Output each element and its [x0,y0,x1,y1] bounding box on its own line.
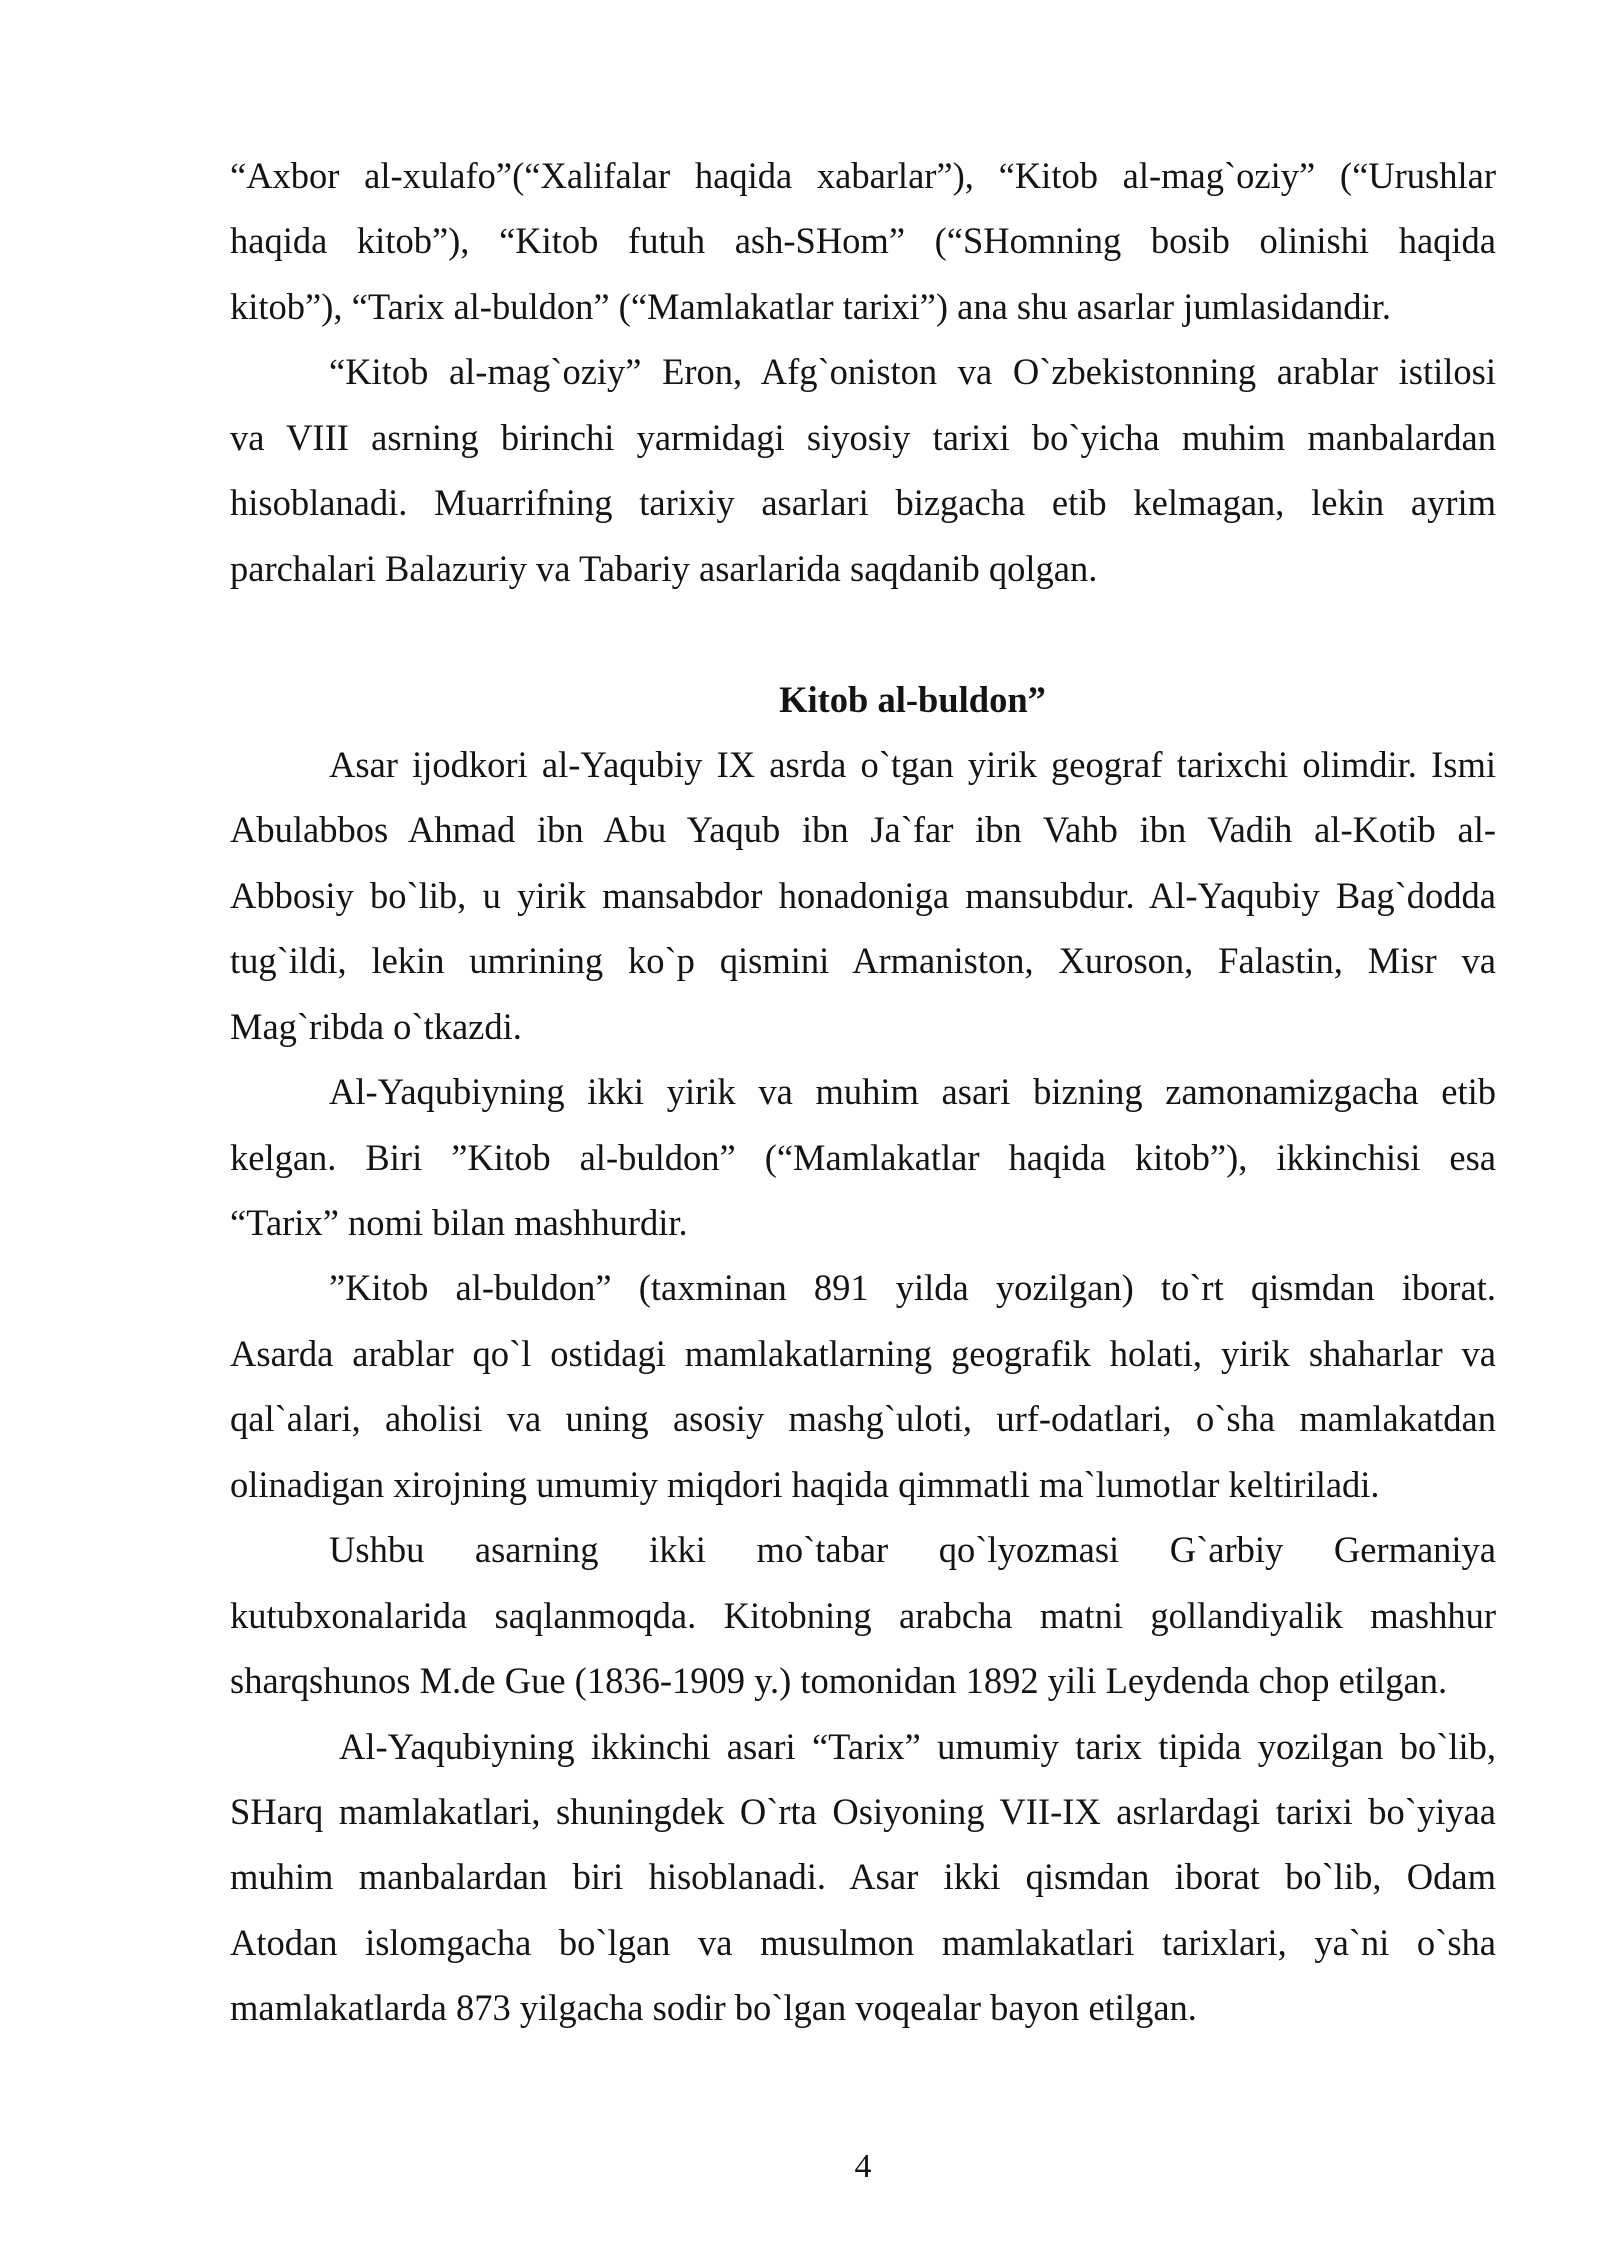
paragraph-3 [230,732,1496,1059]
section-heading: Kitob al-buldon” [779,678,1046,720]
text-line: SHarq mamlakatlari, shuningdek O`rta Osiyoning VII-IX asrlardagi tarixi bo`yiyaa [230,1790,1496,1832]
text-line: Mag`ribda o`tkazdi. [230,1005,522,1047]
text-line: kitob”), “Tarix al-buldon” (“Mamlakatlar tarixi”) ana shu asarlar jumlasidandir. [230,285,1391,327]
text-line: qal`alari, aholisi va uning asosiy mashg`uloti, urf-odatlari, o`sha mamlakatdan [230,1398,1496,1440]
text-line: Abulabbos Ahmad ibn Abu Yaqub ibn Ja`far ibn Vahb ibn Vadih al-Kotib al- [230,809,1496,851]
text-line: kutubxonalarida saqlanmoqda. Kitobning arabcha matni gollandiyalik mashhur [230,1594,1496,1636]
text-line: “Kitob al-mag`oziy” Eron, Afg`oniston va O`zbekistonning arablar istilosi [329,351,1496,393]
text-line: parchalari Balazuriy va Tabariy asarlarida saqdanib qolgan. [230,547,1098,589]
paragraph-7 [230,1714,1496,2041]
text-line: ”Kitob al-buldon” (taxminan 891 yilda yozilgan) to`rt qismdan iborat. [329,1267,1496,1309]
page-number: 4 [854,2148,872,2185]
text-line: olinadigan xirojning umumiy miqdori haqida qimmatli ma`lumotlar keltiriladi. [230,1463,1380,1505]
text-line: Asar ijodkori al-Yaqubiy IX asrda o`tgan yirik geograf tarixchi olimdir. Ismi [329,743,1496,785]
text-line: “Axbor al-xulafo”(“Xalifalar haqida xabarlar”), “Kitob al-mag`oziy” (“Urushlar [230,155,1496,196]
paragraph-2 [230,339,1496,601]
text-line: haqida kitob”), “Kitob futuh ash-SHom” (“SHomning bosib olinishi haqida [230,220,1496,262]
paragraph-5 [230,1255,1496,1517]
paragraph-1 [230,143,1496,339]
paragraph-4 [230,1059,1496,1255]
text-line: Al-Yaqubiyning ikki yirik va muhim asari bizning zamonamizgacha etib [329,1071,1496,1113]
text-line: hisoblanadi. Muarrifning tarixiy asarlari bizgacha etib kelmagan, lekin ayrim [230,482,1496,524]
text-line: va VIII asrning birinchi yarmidagi siyosiy tarixi bo`yicha muhim manbalardan [230,416,1496,458]
text-line: Asarda arablar qo`l ostidagi mamlakatlarning geografik holati, yirik shaharlar va [230,1332,1496,1374]
text-line: “Tarix” nomi bilan mashhurdir. [230,1202,688,1243]
paragraph-6 [230,1517,1496,1713]
text-line: mamlakatlarda 873 yilgacha sodir bo`lgan voqealar bayon etilgan. [230,1987,1197,2029]
text-line: Abbosiy bo`lib, u yirik mansabdor honadoniga mansubdur. Al-Yaqubiy Bag`dodda [230,874,1496,916]
text-line: kelgan. Biri ”Kitob al-buldon” (“Mamlakatlar haqida kitob”), ikkinchisi esa [230,1136,1496,1178]
page-body [230,143,1496,2041]
text-line: Al-Yaqubiyning ikkinchi asari “Tarix” umumiy tarix tipida yozilgan bo`lib, [339,1725,1496,1767]
text-line: tug`ildi, lekin umrining ko`p qismini Armaniston, Xuroson, Falastin, Misr va [230,940,1496,982]
text-line: sharqshunos M.de Gue (1836-1909 y.) tomonidan 1892 yili Leydenda chop etilgan. [230,1660,1448,1702]
text-line: Ushbu asarning ikki mo`tabar qo`lyozmasi G`arbiy Germaniya [329,1529,1496,1571]
text-line: muhim manbalardan biri hisoblanadi. Asar ikki qismdan iborat bo`lib, Odam [230,1856,1496,1898]
text-line: Atodan islomgacha bo`lgan va musulmon mamlakatlari tarixlari, ya`ni o`sha [230,1921,1496,1963]
